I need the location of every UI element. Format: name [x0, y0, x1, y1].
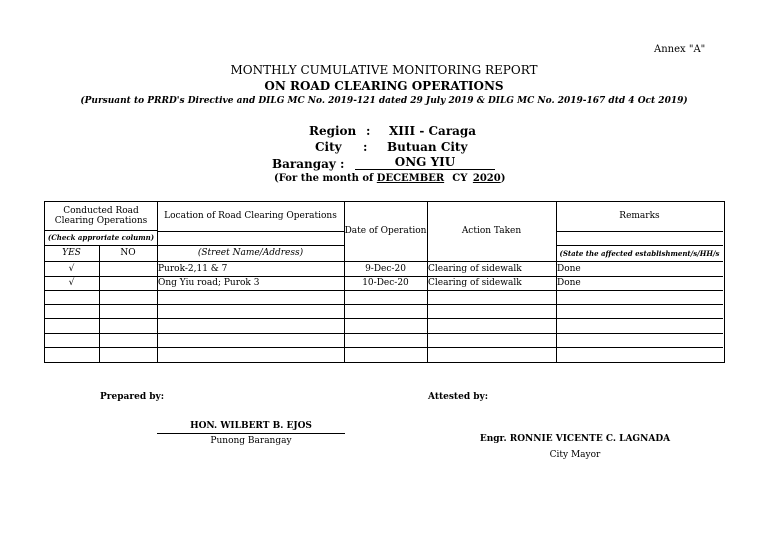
annex-label: Annex "A" [654, 44, 706, 55]
row2-remarks: Done [557, 278, 581, 288]
row1-action: Clearing of sidewalk [428, 263, 522, 274]
prepared-by-label: Prepared by: [100, 392, 165, 402]
attested-name: Engr. RONNIE VICENTE C. LAGNADA [479, 434, 671, 444]
row1-remarks: Done [557, 263, 581, 274]
report-subtitle: ON ROAD CLEARING OPERATIONS [264, 79, 504, 93]
city-colon: : [363, 140, 368, 154]
row1-no [99, 261, 157, 276]
header-street-note: (Street Name/Address) [197, 248, 304, 258]
prepared-name: HON. WILBERT B. EJOS [157, 420, 345, 434]
row2-action: Clearing of sidewalk [428, 278, 522, 288]
header-remarks: Remarks [619, 211, 660, 221]
grid-line [556, 231, 723, 232]
row2-yes: √ [68, 278, 75, 288]
report-basis: (Pursuant to PRRD's Directive and DILG MC No. 2019-121 dated 29 July 2019 & DILG MC No. 2019-167 dtd 4 Oct 2019) [80, 96, 688, 106]
row1-yes: √ [68, 263, 75, 274]
barangay-label: Barangay : [272, 157, 345, 171]
month-prefix: (For the month of [274, 173, 374, 184]
grid-line [44, 290, 723, 291]
grid-line [44, 318, 723, 319]
cy-label: CY [452, 173, 468, 184]
city-label: City [315, 140, 342, 154]
row2-date: 10-Dec-20 [362, 278, 409, 288]
header-conducted: Conducted Road Clearing Operations [54, 205, 148, 226]
prepared-position: Punong Barangay [210, 436, 292, 446]
grid-line [44, 347, 723, 348]
grid-line [157, 231, 345, 232]
header-no: NO [120, 248, 136, 258]
header-date: Date of Operation [344, 225, 427, 236]
attested-by-label: Attested by: [428, 392, 489, 402]
attested-position: City Mayor [549, 450, 601, 460]
header-remarks-note: (State the affected establishment/s/HH/s [559, 248, 720, 258]
year-value: 2020 [472, 173, 501, 184]
header-yes: YES [62, 248, 81, 258]
barangay-value: ONG YIU [355, 155, 495, 170]
row1-location: Purok-2,11 & 7 [158, 263, 228, 274]
header-check-note: (Check approriate column) [47, 233, 155, 242]
region-label: Region [309, 124, 357, 138]
month-line [274, 173, 505, 184]
grid-line [44, 304, 723, 305]
row1-date: 9-Dec-20 [365, 263, 406, 274]
header-location: Location of Road Clearing Operations [164, 211, 337, 221]
region-colon: : [366, 124, 371, 138]
grid-line [44, 333, 723, 334]
row2-no [99, 276, 157, 290]
row2-location: Ong Yiu road; Purok 3 [158, 278, 260, 288]
month-value: DECEMBER [376, 173, 445, 184]
month-suffix: ) [500, 173, 506, 184]
city-value: Butuan City [387, 140, 468, 154]
header-action: Action Taken [461, 226, 522, 236]
region-value: XIII - Caraga [389, 124, 477, 138]
report-title: MONTHLY CUMULATIVE MONITORING REPORT [230, 63, 538, 77]
